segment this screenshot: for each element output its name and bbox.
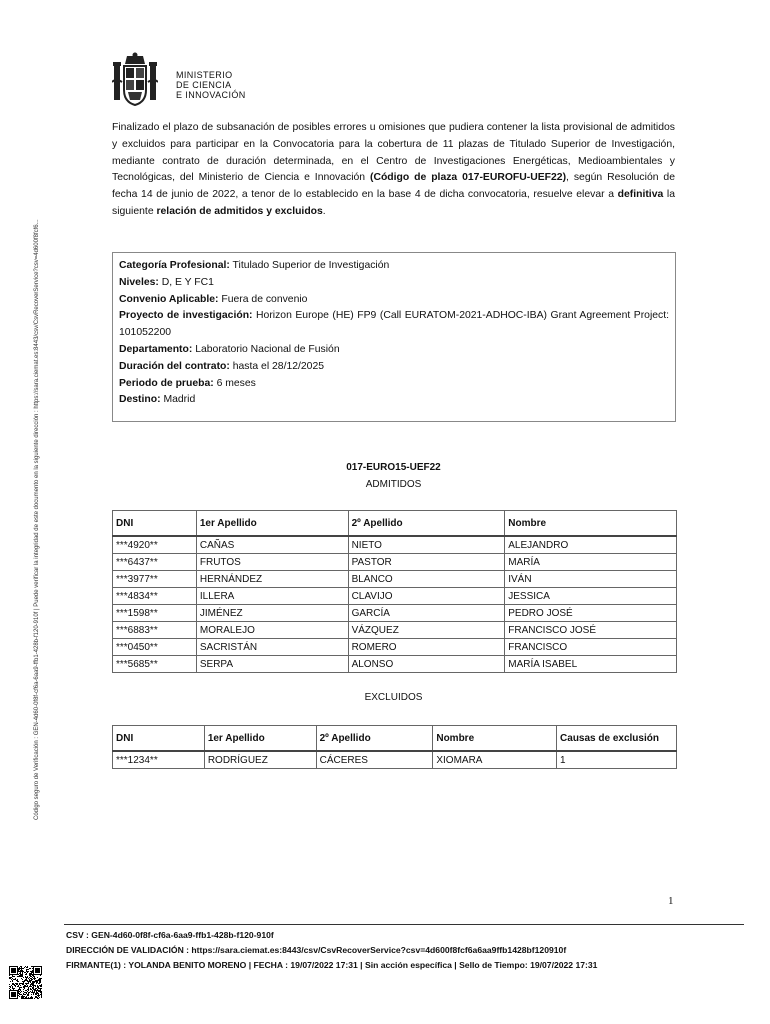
coat-of-arms-icon [112, 52, 158, 108]
footer-signer: FIRMANTE(1) : YOLANDA BENITO MORENO | FECHA : 19/07/2022 17:31 | Sin acción específica | Sello de Tiempo: 19/07/2022 17:31 [66, 960, 598, 970]
table-cell: FRANCISCO JOSÉ [505, 622, 677, 639]
qr-code-icon [9, 966, 42, 999]
duracion-line: Duración del contrato: hasta el 28/12/2025 [119, 360, 325, 372]
table-cell: JESSICA [505, 588, 677, 605]
table-cell: FRANCISCO [505, 639, 677, 656]
ministry-name [176, 70, 246, 100]
table-cell: MORALEJO [196, 622, 348, 639]
excluidos-header-cell: DNI [113, 726, 205, 752]
admitidos-header-cell: 2º Apellido [348, 511, 505, 537]
table-cell: CLAVIJO [348, 588, 505, 605]
table-cell: MARÍA ISABEL [505, 656, 677, 673]
verification-sidebar-text: Código seguro de Verificación : GEN-4d60-0f8f-cf6a-6aa9-ffb1-428b-f120-910f | Puede verificar la integridad de este documento en la siguiente dirección : https://sara.ciemat.es:8443/csv/CsvRecoverService?csv=4d600f8fcf6... [34, 219, 40, 820]
table-row [113, 588, 677, 605]
table-cell: ***1234** [113, 751, 205, 769]
departamento-line: Departamento: Laboratorio Nacional de Fusión [119, 343, 340, 355]
proyecto-line: Proyecto de investigación: Horizon Europe (HE) FP9 (Call EURATOM-2021-ADHOC-IBA) Grant Agreement Project: 101052200 [119, 310, 670, 339]
table-cell: ***6883** [113, 622, 197, 639]
footer-csv: CSV : GEN-4d60-0f8f-cf6a-6aa9-ffb1-428b-f120-910f [66, 930, 274, 940]
table-cell: ILLERA [196, 588, 348, 605]
table-cell: PASTOR [348, 554, 505, 571]
table-cell: VÁZQUEZ [348, 622, 505, 639]
table-cell: ***1598** [113, 605, 197, 622]
destino-line: Destino: Madrid [119, 394, 196, 406]
table-cell: ROMERO [348, 639, 505, 656]
table-cell: JIMÉNEZ [196, 605, 348, 622]
table-cell: HERNÁNDEZ [196, 571, 348, 588]
table-row [113, 605, 677, 622]
footer-validation-url: DIRECCIÓN DE VALIDACIÓN : https://sara.ciemat.es:8443/csv/CsvRecoverService?csv=4d600f8fcf6a6aa9ffb1428bf120910f [66, 945, 567, 955]
table-cell: BLANCO [348, 571, 505, 588]
table-cell: RODRÍGUEZ [204, 751, 316, 769]
table-cell: PEDRO JOSÉ [505, 605, 677, 622]
table-cell: CAÑAS [196, 536, 348, 554]
table-cell: ALONSO [348, 656, 505, 673]
intro-paragraph: Finalizado el plazo de subsanación de posibles errores u omisiones que pudiera contener la lista provisional de admitidos y excluidos para participar en la Convocatoria para la cobertura de 11 plazas de Titulado Superior de Investigación, mediante contrato de duración determinada, en el Centro de Investigaciones Energéticas, Medioambientales y Tecnológicas, del Ministerio de Ciencia e Innovación (Código de plaza 017-EUROFU-UEF22), según Resolución de fecha 14 de junio de 2022, a tenor de lo establecido en la base 4 de dicha convocatoria, resuelve elevar a definitiva la siguiente relación de admitidos y excluidos. [112, 122, 675, 217]
table-cell: XIOMARA [433, 751, 557, 769]
table-cell: ***4920** [113, 536, 197, 554]
table-row [113, 554, 677, 571]
table-cell: NIETO [348, 536, 505, 554]
position-info-box [112, 252, 676, 422]
convenio-line: Convenio Aplicable: Fuera de convenio [119, 293, 308, 305]
footer-divider [64, 924, 744, 925]
table-row [113, 656, 677, 673]
table-cell: ***5685** [113, 656, 197, 673]
admitidos-table [112, 510, 677, 673]
table-row [113, 622, 677, 639]
categoria-line: Categoría Profesional: Titulado Superior de Investigación [119, 260, 390, 271]
table-cell: ***4834** [113, 588, 197, 605]
excluidos-table [112, 725, 677, 769]
table-row [113, 571, 677, 588]
periodo-line: Periodo de prueba: 6 meses [119, 377, 256, 389]
ministry-logo [112, 52, 272, 110]
table-cell: GARCÍA [348, 605, 505, 622]
admitidos-header-cell: 1er Apellido [196, 511, 348, 537]
table-cell: FRUTOS [196, 554, 348, 571]
table-cell: 1 [557, 751, 677, 769]
ministry-line2: DE CIENCIA [176, 80, 232, 90]
table-cell: ***3977** [113, 571, 197, 588]
table-cell: MARÍA [505, 554, 677, 571]
admitidos-header-cell: DNI [113, 511, 197, 537]
plaza-code-heading: 017-EURO15-UEF22 [346, 462, 441, 473]
table-cell: ***0450** [113, 639, 197, 656]
excluidos-heading: EXCLUIDOS [364, 692, 423, 703]
table-cell: ALEJANDRO [505, 536, 677, 554]
excluidos-header-cell: Nombre [433, 726, 557, 752]
ministry-line3: E INNOVACIÓN [176, 90, 246, 100]
excluidos-header-cell: 2º Apellido [316, 726, 433, 752]
page-number: 1 [668, 895, 674, 907]
admitidos-heading: ADMITIDOS [365, 479, 422, 490]
ministry-line1: MINISTERIO [176, 70, 233, 80]
admitidos-header-cell: Nombre [505, 511, 677, 537]
table-row [113, 751, 677, 769]
table-cell: SERPA [196, 656, 348, 673]
table-cell: CÁCERES [316, 751, 433, 769]
table-cell: IVÁN [505, 571, 677, 588]
table-row [113, 639, 677, 656]
table-row [113, 536, 677, 554]
plaza-code-bold: (Código de plaza 017-EUROFU-UEF22) [370, 172, 567, 184]
niveles-line: Niveles: D, E Y FC1 [119, 276, 214, 288]
excluidos-header-cell: Causas de exclusión [557, 726, 677, 752]
table-cell: SACRISTÁN [196, 639, 348, 656]
table-cell: ***6437** [113, 554, 197, 571]
excluidos-header-cell: 1er Apellido [204, 726, 316, 752]
